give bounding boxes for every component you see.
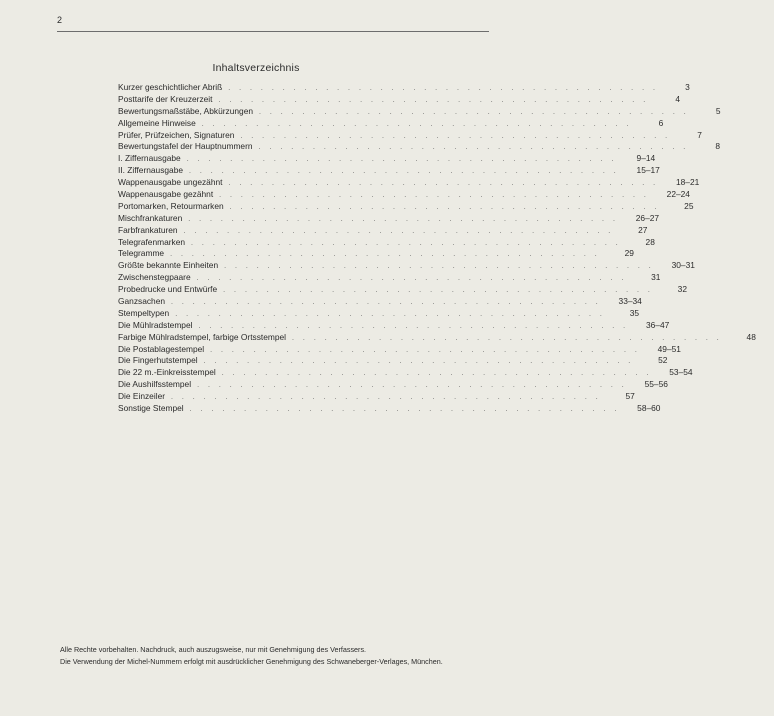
toc-entry <box>118 379 668 391</box>
toc-entry-label: Farbige Mühlradstempel, farbige Ortsstempel <box>118 331 287 342</box>
toc-entry <box>118 307 640 320</box>
toc-entry <box>118 153 656 165</box>
dot-leader: . . . . . . . . . . . . . . . . . . . . . . . . . . . . . . . . . . . . . . . . <box>258 144 689 152</box>
toc-entry-label: Posttarife der Kreuzerzeit <box>118 93 213 104</box>
toc-entry-page: 35 <box>629 307 640 318</box>
dot-leader: . . . . . . . . . . . . . . . . . . . . . . . . . . . . . . . . . . . . . . . . <box>292 334 723 342</box>
dot-leader: . . . . . . . . . . . . . . . . . . . . . . . . . . . . . . . . . . . . . . . . <box>171 394 602 402</box>
toc-entry <box>118 284 687 296</box>
toc-entry-page: 4 <box>675 93 680 104</box>
toc-entry-page: 9–14 <box>636 153 656 164</box>
toc-entry <box>118 391 635 403</box>
toc-entry <box>118 319 670 332</box>
toc-entry-label: Wappenausgabe ungezähnt <box>118 177 223 188</box>
toc-entry-label: Größte bekannte Einheiten <box>118 260 219 271</box>
toc-entry-label: Ganzsachen <box>118 296 166 307</box>
toc-entry-page: 55–56 <box>644 379 668 390</box>
dot-leader: . . . . . . . . . . . . . . . . . . . . . . . . . . . . . . . . . . . . . . . . <box>189 406 620 414</box>
dot-leader: . . . . . . . . . . . . . . . . . . . . . . . . . . . . . . . . . . . . . . . . <box>223 287 654 295</box>
dot-leader: . . . . . . . . . . . . . . . . . . . . . . . . . . . . . . . . . . . . . . . . <box>210 346 641 354</box>
toc-entry-label: Allgemeine Hinweise <box>118 117 196 128</box>
toc-entry <box>118 343 681 356</box>
toc-entry <box>118 212 660 225</box>
toc-entry <box>118 129 702 142</box>
toc-entry-page: 32 <box>677 284 687 295</box>
page-number: 2 <box>57 15 63 25</box>
table-of-contents <box>118 82 756 415</box>
toc-entry-page: 8 <box>715 141 721 152</box>
dot-leader: . . . . . . . . . . . . . . . . . . . . . . . . . . . . . . . . . . . . . . . . <box>189 168 620 176</box>
dot-leader: . . . . . . . . . . . . . . . . . . . . . . . . . . . . . . . . . . . . . . . . <box>196 275 627 283</box>
dot-leader: . . . . . . . . . . . . . . . . . . . . . . . . . . . . . . . . . . . . . . . . <box>171 299 602 307</box>
toc-entry <box>118 260 695 272</box>
toc-entry-page: 15–17 <box>636 165 660 176</box>
toc-entry <box>118 165 660 177</box>
toc-entry-label: Bewertungsmaßstäbe, Abkürzungen <box>118 105 254 116</box>
toc-entry-label: Die 22 m.-Einkreisstempel <box>118 367 216 378</box>
toc-entry-label: Probedrucke und Entwürfe <box>118 284 218 295</box>
toc-entry-label: Die Fingerhutstempel <box>118 355 198 366</box>
dot-leader: . . . . . . . . . . . . . . . . . . . . . . . . . . . . . . . . . . . . . . . . <box>175 310 606 318</box>
toc-entry-page: 31 <box>651 272 661 283</box>
dot-leader: . . . . . . . . . . . . . . . . . . . . . . . . . . . . . . . . . . . . . . . . <box>186 156 617 164</box>
toc-entry-label: II. Ziffernausgabe <box>118 165 184 176</box>
toc-entry-page: 28 <box>645 236 655 247</box>
toc-entry <box>118 189 690 201</box>
toc-entry-label: Farbfrankaturen <box>118 224 178 235</box>
toc-entry-page: 49–51 <box>657 343 681 354</box>
footer-notice <box>60 645 492 669</box>
toc-entry-page: 48 <box>746 331 756 342</box>
toc-entry-page: 58–60 <box>637 403 661 414</box>
toc-entry <box>118 105 721 118</box>
toc-entry <box>118 236 655 249</box>
dot-leader: . . . . . . . . . . . . . . . . . . . . . . . . . . . . . . . . . . . . . . . . <box>229 203 660 211</box>
toc-entry <box>118 224 648 237</box>
toc-entry-label: Mischfrankaturen <box>118 212 183 223</box>
dot-leader: . . . . . . . . . . . . . . . . . . . . . . . . . . . . . . . . . . . . . . . . <box>201 120 632 128</box>
toc-entry-label: Telegramme <box>118 248 165 259</box>
dot-leader: . . . . . . . . . . . . . . . . . . . . . . . . . . . . . . . . . . . . . . . . <box>170 251 601 259</box>
toc-entry-label: Bewertungstafel der Hauptnummern <box>118 141 253 152</box>
dot-leader: . . . . . . . . . . . . . . . . . . . . . . . . . . . . . . . . . . . . . . . . <box>228 85 659 92</box>
toc-entry <box>118 355 668 367</box>
dot-leader: . . . . . . . . . . . . . . . . . . . . . . . . . . . . . . . . . . . . . . . . <box>259 108 690 116</box>
dot-leader: . . . . . . . . . . . . . . . . . . . . . . . . . . . . . . . . . . . . . . . . <box>197 382 628 390</box>
toc-entry-page: 52 <box>658 355 668 366</box>
toc-entry <box>118 177 700 189</box>
dot-leader: . . . . . . . . . . . . . . . . . . . . . . . . . . . . . . . . . . . . . . . . <box>191 239 622 247</box>
toc-entry <box>118 248 634 260</box>
dot-leader: . . . . . . . . . . . . . . . . . . . . . . . . . . . . . . . . . . . . . . . . <box>188 215 619 223</box>
toc-entry-page: 30–31 <box>671 260 695 271</box>
rights-notice: Alle Rechte vorbehalten. Nachdruck, auch auszugsweise, nur mit Genehmigung des Verfassers. <box>60 645 367 654</box>
header-rule <box>57 31 489 32</box>
toc-entry <box>118 296 642 308</box>
toc-entry-label: I. Ziffernausgabe <box>118 153 181 164</box>
toc-entry-page: 53–54 <box>669 367 693 378</box>
toc-entry-label: Die Postablagestempel <box>118 343 205 354</box>
toc-entry-label: Portomarken, Retourmarken <box>118 200 224 211</box>
toc-entry-label: Die Aushilfsstempel <box>118 379 192 390</box>
toc-entry-page: 18–21 <box>675 177 700 188</box>
toc-entry-page: 6 <box>658 117 664 128</box>
toc-entry <box>118 93 680 106</box>
usage-notice: Die Verwendung der Michel-Nummern erfolgt mit ausdrücklicher Genehmigung des Schwaneberger-Verlages, München. <box>60 656 443 666</box>
toc-entry-label: Kurzer geschichtlicher Abriß <box>118 82 223 92</box>
dot-leader: . . . . . . . . . . . . . . . . . . . . . . . . . . . . . . . . . . . . . . . . <box>198 322 629 330</box>
toc-entry-page: 7 <box>697 129 702 140</box>
toc-entry-page: 26–27 <box>635 212 660 223</box>
toc-entry-page: 22–24 <box>666 189 690 200</box>
toc-entry <box>118 403 661 415</box>
dot-leader: . . . . . . . . . . . . . . . . . . . . . . . . . . . . . . . . . . . . . . . . <box>219 192 650 200</box>
toc-entry-page: 27 <box>638 224 648 235</box>
toc-entry-page: 57 <box>625 391 635 402</box>
toc-entry-label: Die Einzeiler <box>118 391 166 402</box>
toc-entry-label: Telegrafenmarken <box>118 236 186 247</box>
dot-leader: . . . . . . . . . . . . . . . . . . . . . . . . . . . . . . . . . . . . . . . . <box>218 96 649 104</box>
dot-leader: . . . . . . . . . . . . . . . . . . . . . . . . . . . . . . . . . . . . . . . . <box>221 370 652 378</box>
toc-entry-label: Die Mühlradstempel <box>118 319 193 330</box>
page-title: Inhaltsverzeichnis <box>212 62 300 74</box>
toc-entry <box>118 331 756 344</box>
toc-entry-label: Wappenausgabe gezähnt <box>118 189 214 200</box>
dot-leader: . . . . . . . . . . . . . . . . . . . . . . . . . . . . . . . . . . . . . . . . <box>224 263 655 271</box>
toc-entry-page: 29 <box>624 248 634 259</box>
dot-leader: . . . . . . . . . . . . . . . . . . . . . . . . . . . . . . . . . . . . . . . . <box>240 132 671 140</box>
dot-leader: . . . . . . . . . . . . . . . . . . . . . . . . . . . . . . . . . . . . . . . . <box>183 227 614 235</box>
toc-entry-label: Stempeltypen <box>118 307 170 318</box>
toc-entry <box>118 200 694 213</box>
toc-entry <box>118 272 661 284</box>
toc-entry <box>118 141 721 153</box>
toc-entry-page: 25 <box>684 200 694 211</box>
toc-entry-label: Prüfer, Prüfzeichen, Signaturen <box>118 129 235 140</box>
toc-entry-page: 33–34 <box>618 296 642 307</box>
toc-entry <box>118 117 664 130</box>
dot-leader: . . . . . . . . . . . . . . . . . . . . . . . . . . . . . . . . . . . . . . . . <box>203 358 634 366</box>
toc-entry-label: Zwischenstegpaare <box>118 272 191 283</box>
toc-entry-page: 3 <box>685 82 690 92</box>
toc-entry <box>118 367 693 379</box>
toc-entry-label: Sonstige Stempel <box>118 403 184 414</box>
toc-entry-page: 5 <box>715 105 721 116</box>
toc-entry-page: 36–47 <box>645 319 670 330</box>
toc-entry <box>118 82 690 94</box>
dot-leader: . . . . . . . . . . . . . . . . . . . . . . . . . . . . . . . . . . . . . . . . <box>228 180 659 188</box>
